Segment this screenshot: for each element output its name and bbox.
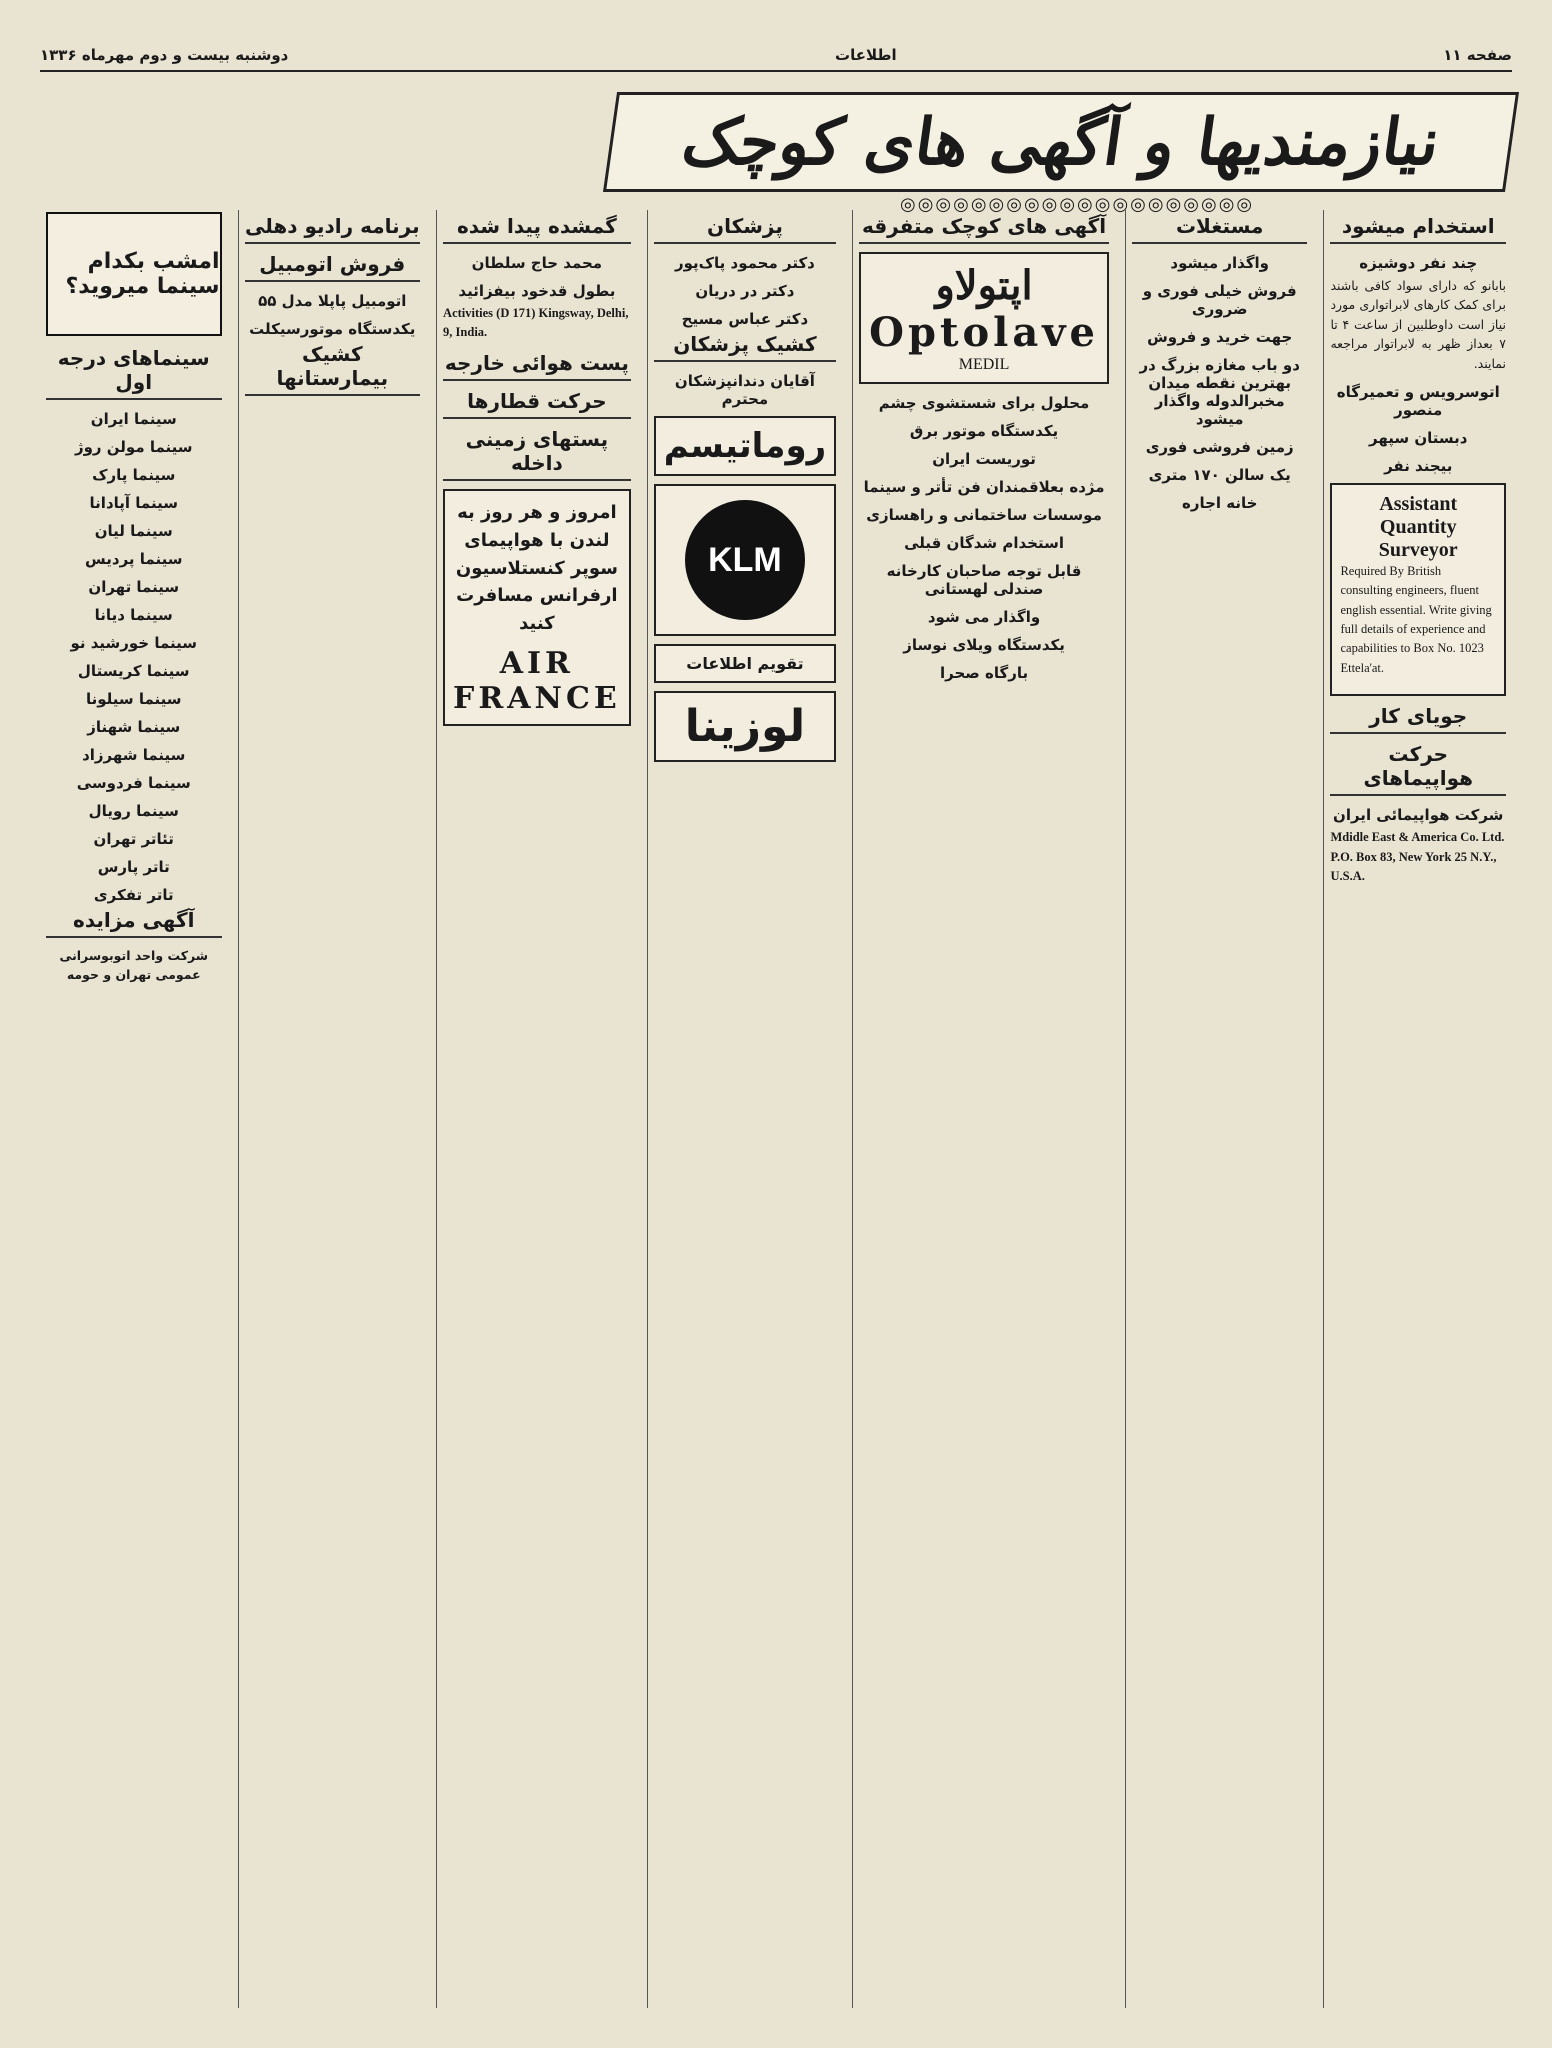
cinema-name: سینما پردیس bbox=[85, 550, 183, 568]
banner-title: نیازمندیها و آگهی های کوچک bbox=[677, 104, 1445, 180]
page-header bbox=[40, 40, 1512, 72]
item-title: مژده بعلاقمندان فن تأتر و سینما bbox=[863, 478, 1105, 496]
item-title: یکدستگاه موتور برق bbox=[909, 422, 1059, 440]
cinema-name: تاتر پارس bbox=[97, 858, 170, 876]
column-head: حرکت هواپیماهای bbox=[1330, 742, 1506, 796]
column-misc bbox=[852, 210, 1115, 2008]
cinema-name: سینما مولن روژ bbox=[74, 438, 193, 456]
item-title: دکتر عباس مسیح bbox=[681, 310, 809, 328]
item-title: یکدستگاه ویلای نوساز bbox=[903, 636, 1065, 654]
item-title: خانه اجاره bbox=[1181, 494, 1258, 512]
cinema-name: سینما آپادانا bbox=[89, 494, 178, 512]
column-head: آگهی مزایده bbox=[46, 908, 222, 938]
rheumatism-ad bbox=[654, 416, 836, 476]
cinema-name: سینما خورشید نو bbox=[70, 634, 198, 652]
item-title: بارگاه صحرا bbox=[939, 664, 1029, 682]
item-title: بیجند نفر bbox=[1384, 456, 1453, 475]
item-title: موسسات ساختمانی و راهسازی bbox=[866, 506, 1102, 524]
column-head: پزشکان bbox=[654, 214, 836, 244]
column-lost-found bbox=[436, 210, 637, 2008]
item-title: استخدام شدگان قبلی bbox=[904, 534, 1064, 552]
brand-fa: اپتولاو bbox=[935, 262, 1033, 309]
cinema-question: امشب بکدام سینما میروید؟ bbox=[65, 249, 220, 299]
lozina-title: لوزینا bbox=[684, 701, 806, 752]
cinema-name: سینما رویال bbox=[88, 802, 179, 820]
cinema-name: سینما کریستال bbox=[77, 662, 190, 680]
page-number: صفحه ۱۱ bbox=[1443, 46, 1512, 64]
lozina-ad bbox=[654, 691, 836, 762]
english-ad-body: Required By British consulting engineers, fluent english essential. Write giving full details of experience and capabilities to Box No. 1023 Ettela'at. bbox=[1340, 563, 1492, 675]
cinema-name: سینما شهرزاد bbox=[82, 746, 186, 764]
item-title: محلول برای شستشوی چشم bbox=[878, 394, 1090, 412]
item-title: فروش خیلی فوری و ضروری bbox=[1142, 282, 1297, 318]
klm-logo: KLM bbox=[685, 500, 805, 620]
brand-sub: MEDIL bbox=[958, 356, 1010, 373]
item-title: آقایان دندانپزشکان محترم bbox=[674, 372, 815, 408]
english-address: Activities (D 171) Kingsway, Delhi, 9, India. bbox=[443, 306, 629, 340]
klm-ad bbox=[654, 484, 836, 636]
column-head: پست هوائی خارجه bbox=[443, 351, 631, 381]
column-head: برنامه رادیو دهلی bbox=[245, 214, 421, 244]
column-head: پستهای زمینی داخله bbox=[443, 427, 631, 481]
brand-en: Optolave bbox=[869, 309, 1099, 356]
item-title: توریست ایران bbox=[932, 450, 1036, 468]
column-head: گمشده پیدا شده bbox=[443, 214, 631, 244]
column-doctors bbox=[647, 210, 842, 2008]
cinema-name: تاتر تفکری bbox=[93, 886, 174, 904]
classifieds-banner bbox=[603, 92, 1519, 192]
item-title: واگذار میشود bbox=[1170, 254, 1270, 272]
item-title: واگذار می شود bbox=[927, 608, 1041, 626]
cinema-name: سینما پارک bbox=[92, 466, 176, 484]
company-address: Mdidle East & America Co. Ltd. P.O. Box 83, New York 25 N.Y., U.S.A. bbox=[1330, 830, 1505, 883]
item-title: چند نفر دوشیزه bbox=[1359, 254, 1478, 272]
item-title: دو باب مغازه بزرگ در بهترین نقطه میدان مخبرالدوله واگذار میشود bbox=[1139, 356, 1300, 428]
calendar-title: تقویم اطلاعات bbox=[686, 654, 804, 673]
item-title: دبستان سپهر bbox=[1368, 428, 1468, 447]
column-head: کشیک پزشکان bbox=[654, 332, 836, 362]
english-ad-title: Assistant Quantity Surveyor bbox=[1378, 492, 1458, 561]
airfrance-logo: AIR FRANCE bbox=[453, 646, 621, 717]
cinema-name: سینما ایران bbox=[90, 410, 177, 428]
cinema-name: تئاتر تهران bbox=[93, 830, 174, 848]
item-body: بابانو که دارای سواد کافی باشند برای کمک کارهای لابراتواری مورد نیاز است داوطلبین از ساعت ۴ تا ۷ بعداز ظهر به لابراتوار مراجعه نمایند. bbox=[1330, 278, 1506, 371]
item-title: محمد حاج سلطان bbox=[471, 254, 603, 272]
item-title: زمین فروشی فوری bbox=[1145, 438, 1294, 456]
decorative-chain: ◎◎◎◎◎◎◎◎◎◎◎◎◎◎◎◎◎◎◎◎ bbox=[900, 194, 1255, 215]
column-head: جویای کار bbox=[1330, 704, 1506, 734]
item-title: جهت خرید و فروش bbox=[1147, 328, 1293, 346]
item-title: یک سالن ۱۷۰ متری bbox=[1148, 466, 1291, 484]
column-head: استخدام میشود bbox=[1330, 214, 1506, 244]
auction-footer: شرکت واحد اتوبوسرانی عمومی تهران و حومه bbox=[59, 948, 209, 983]
item-title: یکدستگاه موتورسیکلت bbox=[249, 320, 416, 338]
rheumatism-title: روماتیسم bbox=[663, 426, 827, 466]
column-realestate bbox=[1125, 210, 1314, 2008]
issue-date: دوشنبه بیست و دوم مهرماه ۱۳۳۶ bbox=[40, 46, 289, 64]
column-cinemas bbox=[40, 210, 228, 2008]
item-title: قابل توجه صاحبان کارخانه صندلی لهستانی bbox=[886, 562, 1082, 598]
column-head: حرکت قطارها bbox=[443, 389, 631, 419]
column-head: کشیک بیمارستانها bbox=[245, 342, 421, 396]
airfrance-ad bbox=[443, 489, 631, 726]
column-head: فروش اتومبیل bbox=[245, 252, 421, 282]
airfrance-slogan: امروز و هر روز به لندن با هواپیمای سوپر کنستلاسیون ارفرانس مسافرت کنید bbox=[455, 501, 618, 635]
item-title: دکتر در دریان bbox=[695, 282, 795, 300]
english-ad bbox=[1330, 483, 1506, 696]
column-employment bbox=[1323, 210, 1512, 2008]
item-title: اتومبیل پاپلا مدل ۵۵ bbox=[258, 292, 407, 310]
cinema-name: سینما تهران bbox=[88, 578, 180, 596]
item-title: دکتر محمود پاک‌پور bbox=[675, 254, 815, 272]
optolave-ad bbox=[859, 252, 1109, 384]
cinema-illustration bbox=[46, 212, 222, 336]
calendar-box bbox=[654, 644, 836, 683]
paper-name: اطلاعات bbox=[835, 46, 897, 64]
column-head: آگهی های کوچک متفرقه bbox=[859, 214, 1109, 244]
cinema-name: سینما فردوسی bbox=[76, 774, 191, 792]
cinema-name: سینما شهناز bbox=[87, 718, 181, 736]
column-head: مستغلات bbox=[1132, 214, 1308, 244]
cinema-name: سینما سیلونا bbox=[85, 690, 182, 708]
cinema-name: سینما دیانا bbox=[94, 606, 173, 624]
item-title: اتوسرویس و تعمیرگاه منصور bbox=[1336, 382, 1500, 419]
columns bbox=[40, 210, 1512, 2008]
cinema-name: سینما لیان bbox=[94, 522, 173, 540]
item-title: بطول قدخود بیفزائید bbox=[458, 282, 616, 300]
airline-name: شرکت هواپیمائی ایران bbox=[1333, 806, 1504, 825]
column-radio-cars bbox=[238, 210, 427, 2008]
column-head: سینماهای درجه اول bbox=[46, 346, 222, 400]
